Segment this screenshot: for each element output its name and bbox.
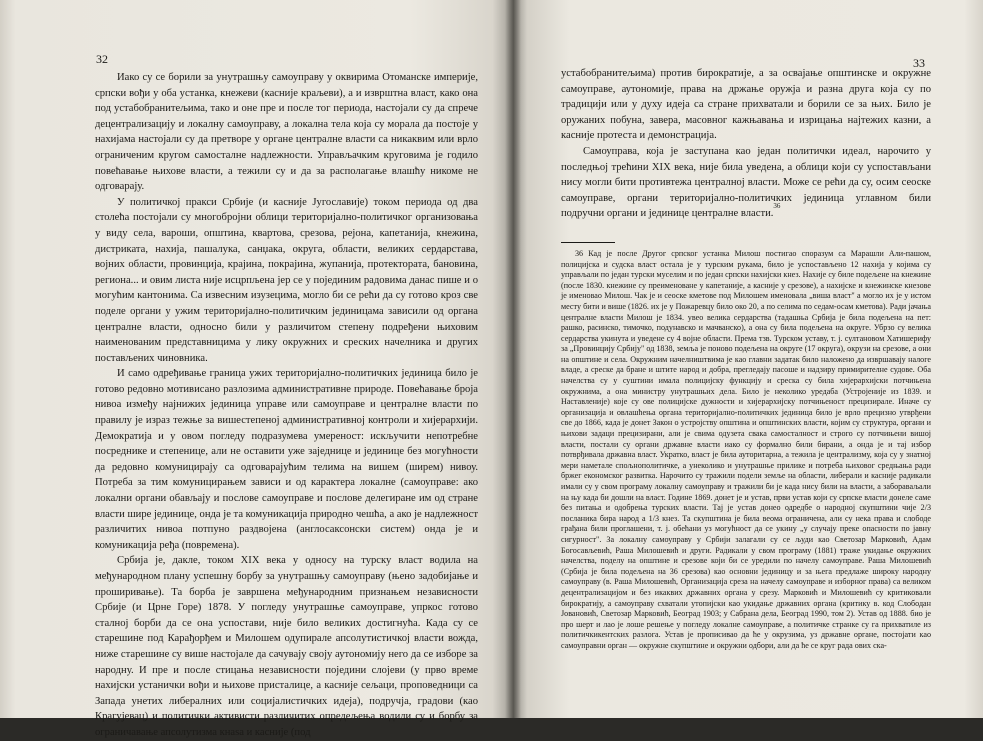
paragraph: У политичкој пракси Србије (и касније Југославије) током периода од два столећа постојали су многобројни облици територијално-политичког организовања у виду села, вароши, општина, квартова, срезова, рејона, капетанија, кнежина, дистриката, нахија, пашалука, санџака, округа, области, великих сердарстава, војних области, провинција, крајина, покрајина, жупанија, протектората, бановина, региона... и овим листа није исцрпљена јер се у појединим радовима данас пише и о могућим кантонима. Са извесним изузецима, могло би се рећи да су готово кроз све поделе органи у ужим територијално-политичким јединицама зависили од органа централне власти, односно били у различитом степену подређени њиховим наименованим представницима у лику окружних и среских начелника и других постављених чиновника. [95,196,478,364]
page-number: 33 [913,56,925,70]
paragraph: устабобранитељима) против бирократије, а за освајање општинске и окружне самоуправе, аутономије, права на држање оружја и разна друга која су по традицији или у духу идеја са стране прихватали и борили се за њих. Било је оружаних побуна, завера, масовног кажњавања и изрицања најтежих казни, а касније протеста и демонстрација. [561,68,931,142]
right-page [513,0,983,718]
footnote-reference: 36 [773,202,781,211]
right-page-body [561,66,931,652]
paragraph: И само одређивање граница ужих територијално-политичких јединица било је готово редовно мотивисано разлозима административне природе. Повећавање броја нивоа између најнижих јединица управе или самоуправе и централне власти по правилу је израз тежње за вишестепеној административној контроли и хијерархији. Демократија и у овом погледу подразумева умереност: искључити непотребне посреднике и степенице, али не оставити уже заједнице и јединице без могућности да редовно комуницирају са одговарајућим телима на вишем (ширем) нивоу. Потреба за тим комуницирањем зависи и од карактера локалне (самоуправе: ако локални органи обављају и послове самоуправе и послове делегиране им од стране власти шире јединице, онда је та комуникација природно чешћа, а ако је надлежност различитих нивоа потпуно раздвојена (англосаксонски систем) онда је и комуникација ређа (повремена). [95,368,478,551]
footnote-divider [561,242,615,243]
footnote [561,249,931,652]
book-gutter [505,0,521,718]
paragraph: Иако су се борили за унутрашњу самоуправу у оквирима Отоманске империје, српски вођи у оба устанка, кнежеви (касније краљеви), а и изврштна власт, како она под устабобранитељима, тако и оне пре и после тог периода, настојали су да спрече децентрализацију и локалну самоуправу, а локална тела која су морала да постоје у нахијама настојали су да претворе у органе централне власти са никаквим или врло ограниченим кругом самосталне надлежности. Управљачким круговима је годило повећавање њихове власти, а тежили су и да за располагање влашћу никоме не одговарају. [95,72,478,193]
page-number: 32 [96,52,108,66]
left-page-body [95,70,478,741]
paragraph-text: Самоуправа, која је заступана као један политички идеал, нарочито у последњој трећини XIX века, није била уведена, а облици који су успостављани нису могли бити противтежа централној власти. Може се рећи да су, осим сеоске самоуправе, органи територијално-политичких јединица углавном били подручни органи и јединице централне власти. [561,145,931,220]
paragraph: Србија је, дакле, током XIX века у односу на турску власт водила на међународном плану успешну борбу за унутрашњу самоуправу (њено задобијање и проширивање). Та борба је завршена међународним признањем независности Србије (и Црне Горе) 1878. У погледу унутрашње самоуправе, упркос готово сталној борби да се она успостави, није било великих достигнућа. Када су се старешине под Карађорђем и Милошем одупирале апсолутистичкој власти вожда, ниже старешине су више настојале да сачувају своју аутономију него да се изборе за народну. И пре и после стицања независности поједини слојеви (у прво време нахијски устанички вођи и њихове присталице, а касније сељаци, проповедници са Запада унетих либералних или социјалистичких идеја), подручја, градови (као Крагујевац) и политички активисти различитих опредељења водили су и борбу за ограничавање апсолутизма кнаѕа и касније (под [95,555,478,738]
paragraph [561,144,931,222]
footnote-paragraph: 36 Кад је после Другог српског устанка Милош постигао споразум са Марашли Али-пашом, полицијска и судска власт остала је у турским рукама, било је успостављено 12 нахија у којима су управљали по један турски муселим и по један српски нахијски кнез. Нахије су биле подељене на кнежине (после 1830. кнежине су преименоване у капетаније, а касније у срезове), а нахијске и кнежинске кнезове је именовао Милош. Чак је и сеоске кметове под Милошем именовала „виша власт" а могло их је у истом месту бити и више (1826. их је у Пожаревцу било око 20, а по селима по седам-осам кметова). Ради јачања централне власти Милош је 1834. увео велика сердарства (тадашња Србија је била подељена на пет: рашко, расинско, тимочко, подунавско и мачванско), а она су била подељена на округе. Убрзо су велика сердарства укинута и уведене су 4 војне области. Према тзв. Турском уставу, т. ј. султановом Хатишерифу за „Провинцију Србију" од 1838, земља је поново подељена на округе (17 округа), окрузи на срезове, а они на општине и села. Окружним начелништвима је као главни задатак било наложено да извршавају налоге владе, а среске да бране и штите народ и добра, прегледају пасоше и надзиру примирителне судове. Оба начелства су у суштини имала полицијску функцију и среска су била хијерархијски потчињена окружнима, а она министру унутрашњих дела. Било је неколико уредаба (Устројеније из 1839. и Наставленије) које су ове полицијске дужности и хијерархијску потчињеност прецизирале. Иначе су организација и овлашћења органа територијално-политичких јединица било је врло прецизно утврђени све до 1866, када је донет Закон о устројству општина и општинских власти, којим су структура, органи и њихови задаци прецизирани, али је свима одузета свака самосталност и строго су потчињени вишој власти, постали су органи државне власти иако су формално били бирани, а онда је и тај избор потврђивала државна власт. Укратко, власт је била ауторитарна, а тежила је централизму, која су у знатној мери наметале спољнополитичке, а унеколико и унутрашње прилике и потреба њиховог средњања ради бржег економског развитка. Нарочито су тражили подели земље на области, либерали и касније радикали имали су у свом програму локалну самоуправу и тражили би је када нису били на власти, а забораваљали на њу када би дошли на власт. Године 1869. донет је и устав, први устав који су српске власти донеле саме без питања и одобрења турских власти. Тај је устав донео одредбе о народној скупштини чије 2/3 посланика бира народ а 1/3 кнез. Та скупштина је била веома ограничена, али су нека права и слободе грађана били проглашени, т. ј. обећани уз могућност да се укину „у случају преке опасности по јавну сигурност". За локалну самоуправу у Србији залагали су се људи као Светозар Марковић, Адам Богосављевић, Раша Милошевић и други. Радикали у свом програму (1881) траже укидање окружних начелства, поделу на општине и срезове који би се уредили по начелу самоуправе. Раша Милошевић (Србија је била подељена на 36 срезова) као основни јединицу и за њега предлаже широку народну самоуправу (в. Раша Милошевић, Организација среза на начелу самоуправе и изборног права) са великом децентрализацијом и без икаквих државних органа у срезу. Марковић и Милошевић су критиковали бирократију, а самоуправу схватали утопијски као укидање државних органа (критику в. код Слободан Јовановић, Светозар Марковић, Београд 1903; у Сабрана дела, Београд 1990, том 2). Устав од 1888. био је про шерт и лао је лоше решење у погледу локалне самоуправе, а политичке странке су га прихватиле из политичкикентских разлога. Устав је прописивао да ће у окрузима, уз државне органе, постојати као самоуправни орган — окружне скупштине и окружни одбори, али да ће се круг рада ових ска- [561,248,931,650]
